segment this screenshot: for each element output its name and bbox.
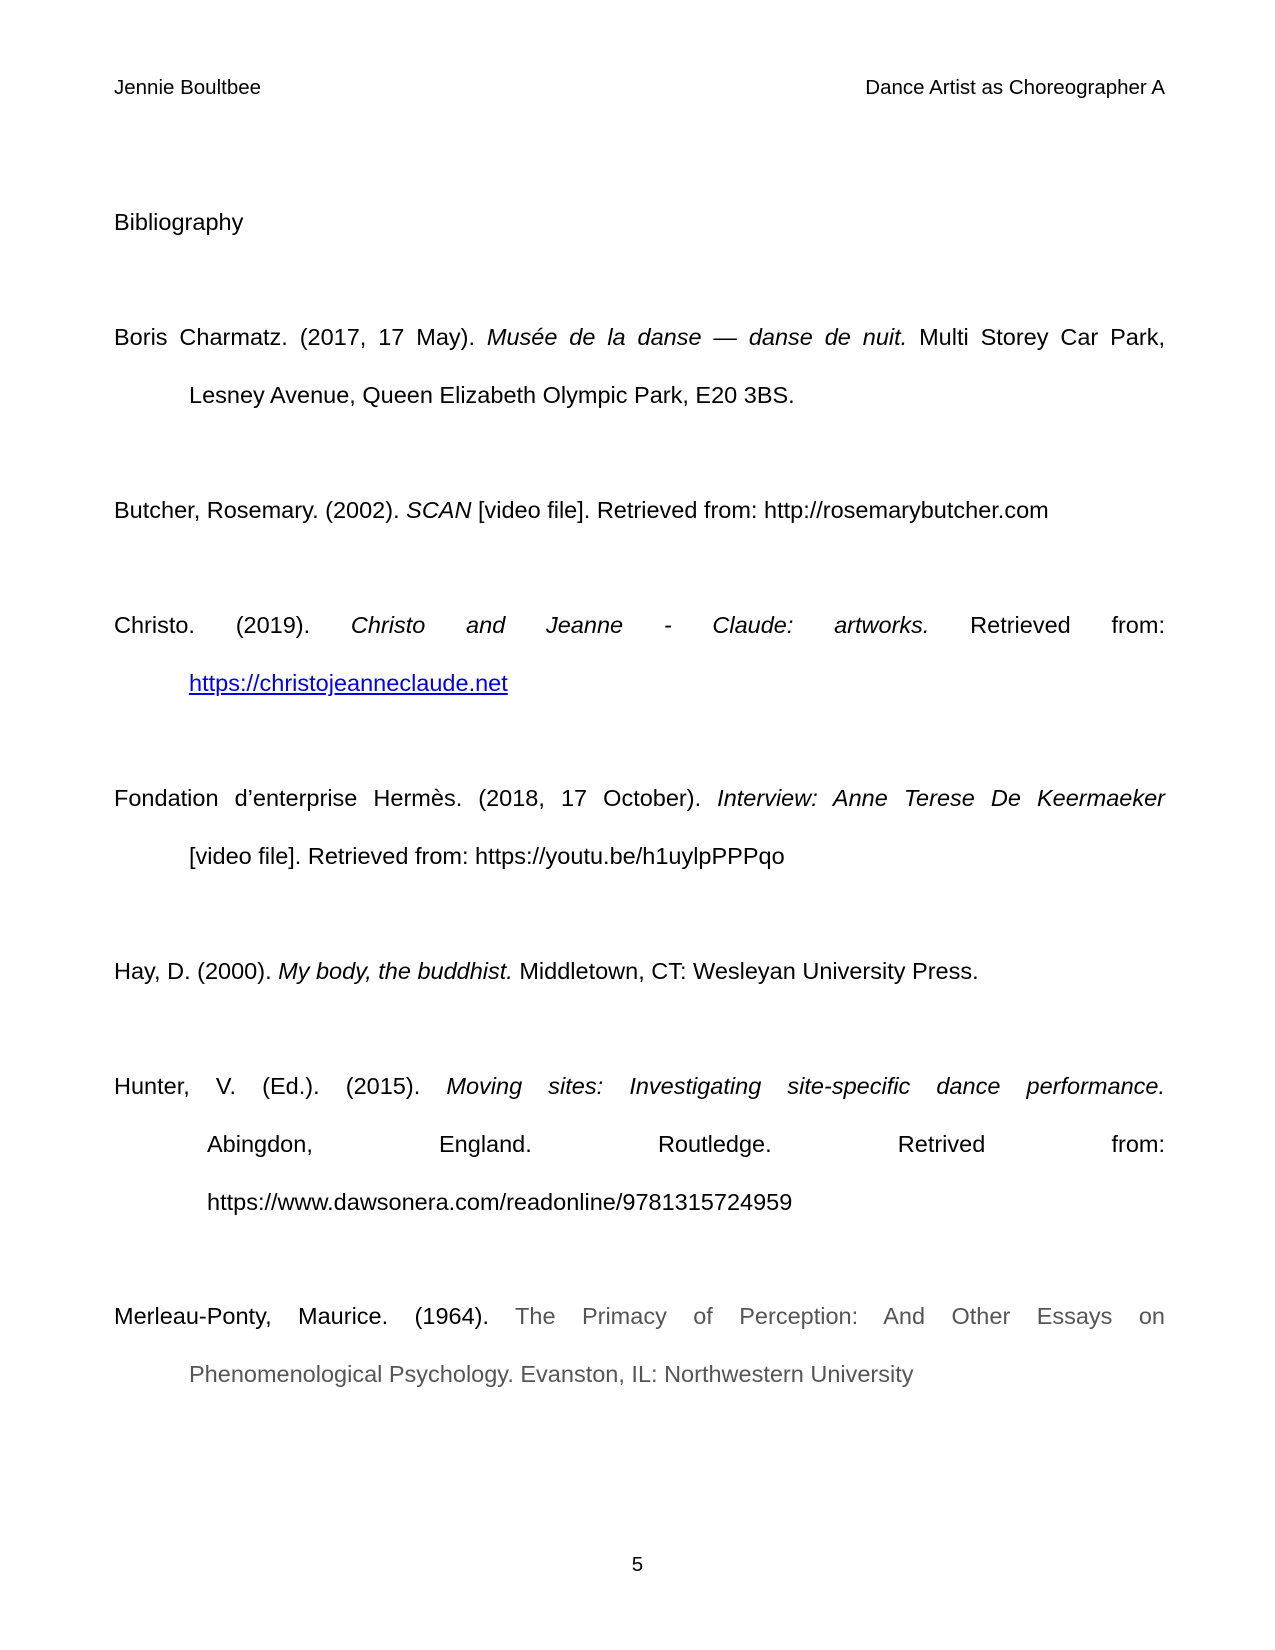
bib-entry-charmatz	[114, 323, 1165, 351]
header-title: Dance Artist as Choreographer A	[865, 76, 1165, 99]
entry-title: Interview: Anne Terese De Keermaeker	[717, 785, 1165, 811]
entry-title: My body, the buddhist.	[278, 958, 513, 984]
entry-title: The Primacy of Perception: And Other Essays on	[515, 1303, 1165, 1329]
entry-title: Moving sites: Investigating site-specific dance performance.	[446, 1073, 1165, 1099]
entry-continuation: [video file]. Retrieved from: https://youtu.be/h1uylpPPPqo	[189, 843, 785, 869]
entry-text: [video file]. Retrieved from: http://rosemarybutcher.com	[471, 497, 1049, 523]
entry-text: Multi Storey Car Park,	[907, 324, 1165, 350]
bib-entry-hay	[114, 957, 979, 985]
entry-text: Retrieved from:	[929, 612, 1165, 638]
page-number: 5	[631, 1553, 644, 1576]
entry-continuation: https://www.dawsonera.com/readonline/9781315724959	[207, 1189, 793, 1215]
entry-title: Musée de la danse — danse de nuit.	[486, 324, 908, 350]
entry-text: Merleau-Ponty, Maurice. (1964).	[114, 1303, 516, 1329]
entry-continuation: Abingdon, England. Routledge. Retrived from:	[207, 1131, 1165, 1157]
bibliography-heading: Bibliography	[114, 209, 244, 235]
entry-title: Christo and Jeanne - Claude: artworks.	[350, 612, 930, 638]
header-author: Jennie Boultbee	[114, 76, 262, 99]
entry-text: Middletown, CT: Wesleyan University Press.	[512, 958, 979, 984]
entry-text: Hunter, V. (Ed.). (2015).	[114, 1073, 447, 1099]
entry-text: Hay, D. (2000).	[114, 958, 279, 984]
entry-text: Christo. (2019).	[114, 612, 351, 638]
bib-entry-hunter	[114, 1072, 1165, 1100]
christo-link[interactable]: https://christojeanneclaude.net	[189, 670, 508, 696]
entry-text: Butcher, Rosemary. (2002).	[114, 497, 407, 523]
bib-entry-hermes	[114, 784, 1165, 812]
bib-entry-merleau-ponty	[114, 1302, 1165, 1330]
entry-continuation: Phenomenological Psychology. Evanston, IL: Northwestern University	[189, 1361, 914, 1387]
bib-entry-butcher	[114, 496, 1049, 524]
entry-title: SCAN	[406, 497, 472, 523]
entry-text: Boris Charmatz. (2017, 17 May).	[114, 324, 487, 350]
bib-entry-christo	[114, 611, 1165, 639]
entry-text: Fondation d’enterprise Hermès. (2018, 17 October).	[114, 785, 718, 811]
entry-continuation: Lesney Avenue, Queen Elizabeth Olympic Park, E20 3BS.	[189, 382, 795, 408]
